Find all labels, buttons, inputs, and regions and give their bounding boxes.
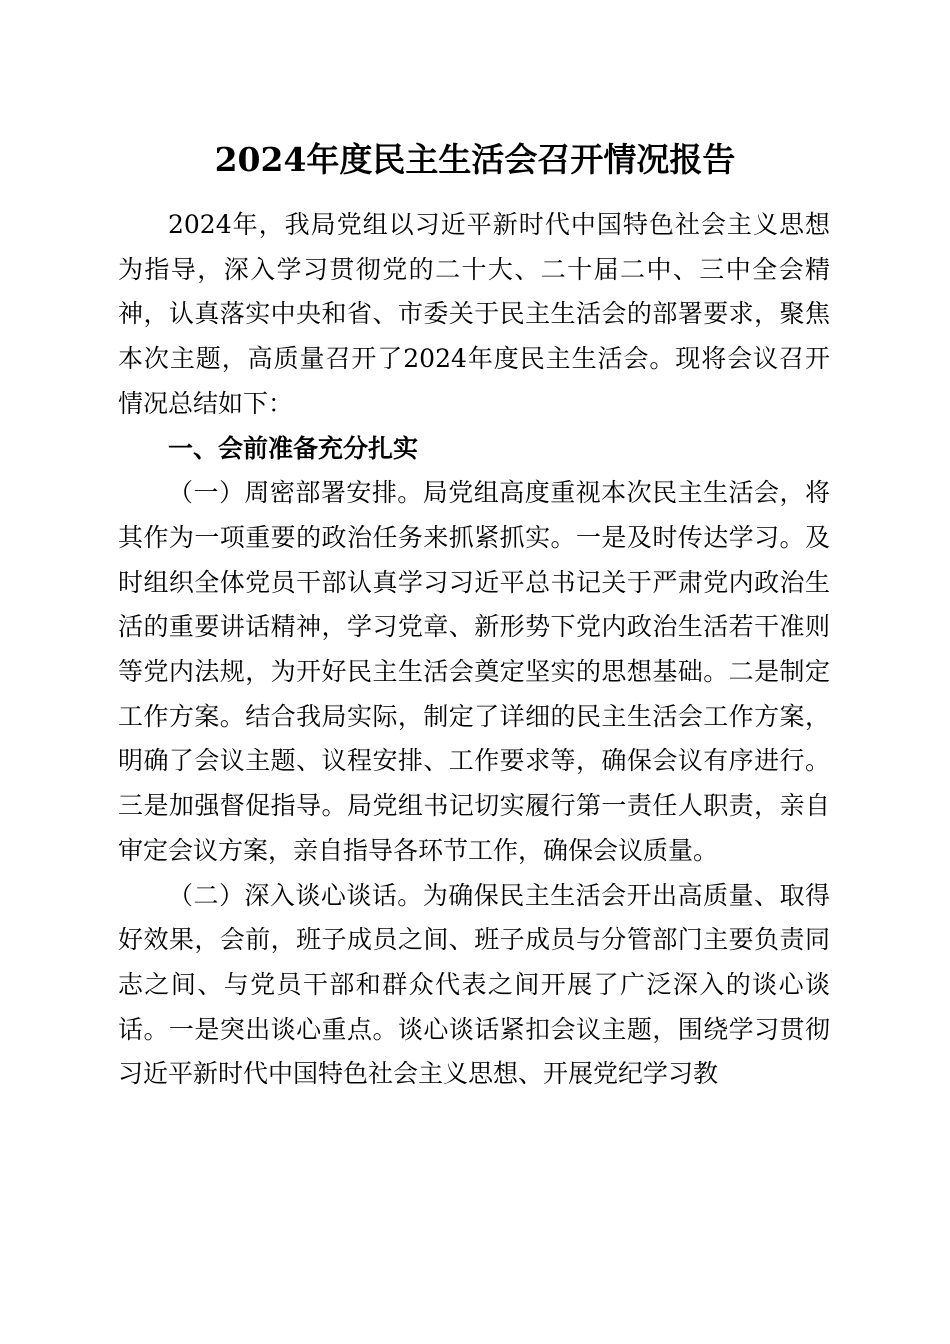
intro-paragraph: 2024年，我局党组以习近平新时代中国特色社会主义思想为指导，深入学习贯彻党的二十大、二十届二中、三中全会精神，认真落实中央和省、市委关于民主生活会的部署要求，聚焦本次主题，高质量召开了2024年度民主生活会。现将会议召开情况总结如下： (118, 210, 830, 418)
subsection-body-1: 局党组高度重视本次民主生活会，将其作为一项重要的政治任务来抓紧抓实。一是及时传达学习。及时组织全体党员干部认真学习习近平总书记关于严肃党内政治生活的重要讲话精神，学习党章、新形势下党内政治生活若干准则等党内法规，为开好民主生活会奠定坚实的思想基础。二是制定工作方案。结合我局实际，制定了详细的民主生活会工作方案，明确了会议主题、议程安排、工作要求等，确保会议有序进行。三是加强督促指导。局党组书记切实履行第一责任人职责，亲自审定会议方案，亲自指导各环节工作，确保会议质量。 (118, 478, 830, 865)
subsection-paragraph-2 (118, 874, 830, 1098)
document-body (118, 203, 830, 1097)
subsection-paragraph-1 (118, 471, 830, 873)
section-heading-1: 一、会前准备充分扎实 (168, 433, 419, 463)
document-title: 2024年度民主生活会召开情况报告 (214, 140, 736, 179)
subsection-heading-2: （二）深入谈心谈话。 (168, 880, 423, 910)
subsection-body-2: 为确保民主生活会开出高质量、取得好效果，会前，班子成员之间、班子成员与分管部门主要负责同志之间、与党员干部和群众代表之间开展了广泛深入的谈心谈话。一是突出谈心重点。谈心谈话紧扣会议主题，围绕学习贯彻习近平新时代中国特色社会主义思想、开展党纪学习教 (118, 880, 830, 1089)
subsection-heading-1: （一）周密部署安排。 (168, 478, 423, 508)
